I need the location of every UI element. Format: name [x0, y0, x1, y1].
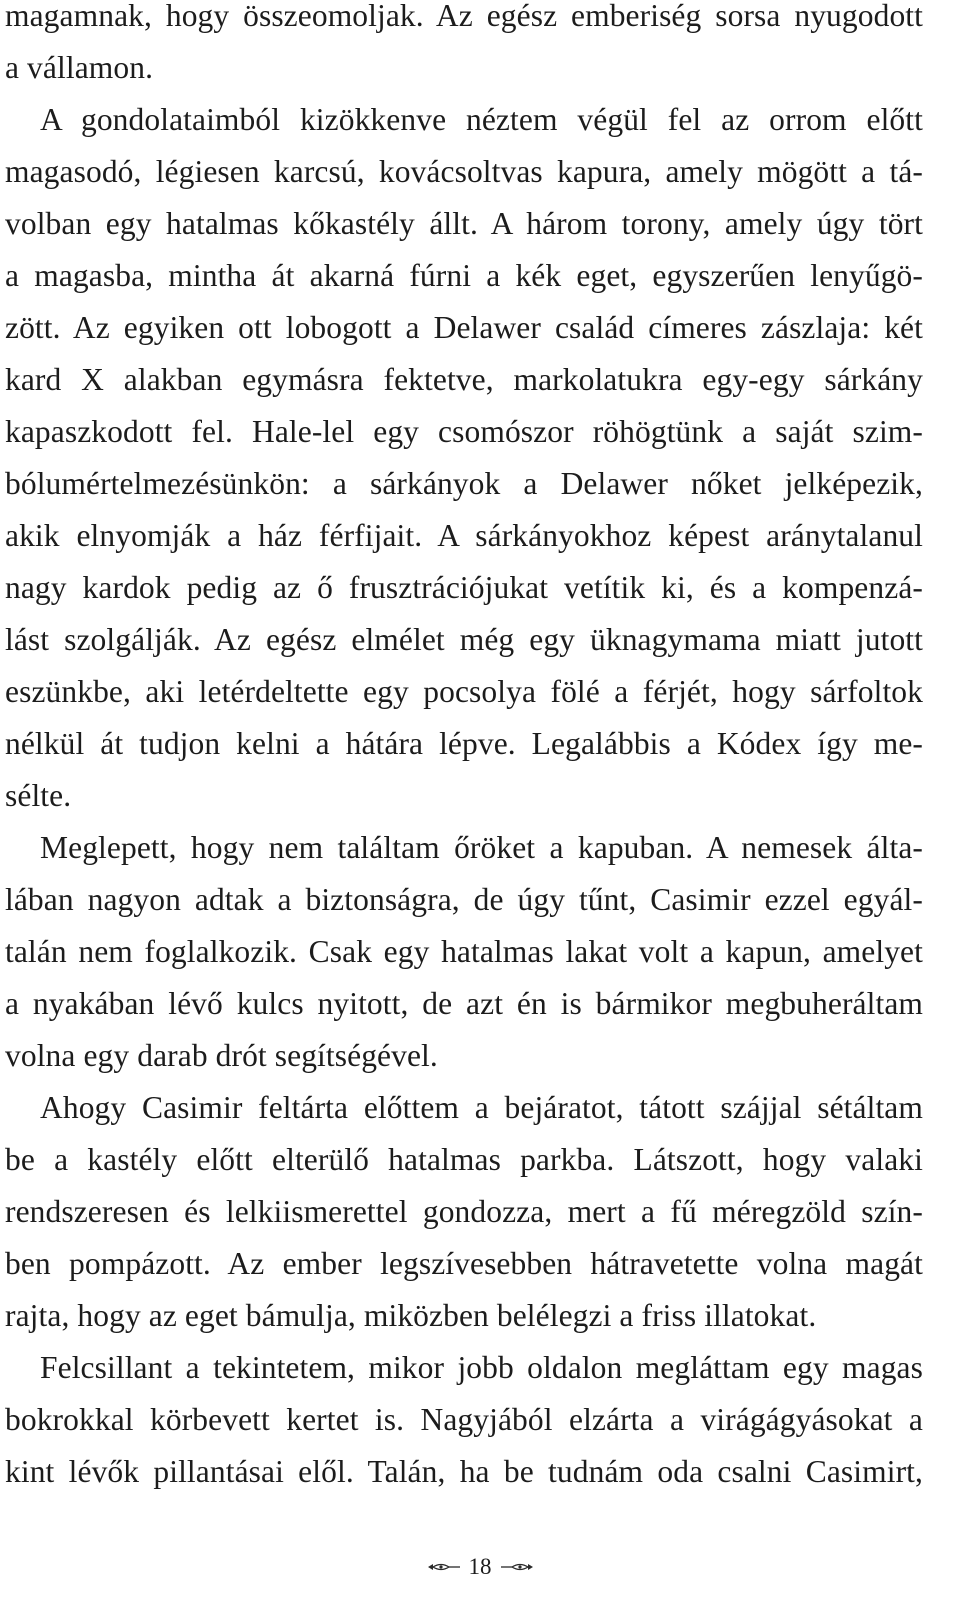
text-line: bólumértelmezésünkön: a sárkányok a Delawer nőket jelképezik, — [5, 466, 923, 501]
text-line: kapaszkodott fel. Hale-lel egy csomószor röhögtünk a saját szim- — [5, 414, 923, 449]
text-line: nélkül át tudjon kelni a hátára lépve. Legalábbis a Kódex így me- — [5, 726, 923, 761]
text-line: Meglepett, hogy nem találtam őröket a kapuban. A nemesek álta- — [40, 830, 923, 865]
text-line: volna egy darab drót segítségével. — [5, 1038, 438, 1073]
text-line: volban egy hatalmas kőkastély állt. A három torony, amely úgy tört — [5, 206, 923, 241]
page-footer — [0, 1547, 960, 1587]
text-line: rendszeresen és lelkiismerettel gondozza, mert a fű méregzöld szín- — [5, 1194, 923, 1229]
text-line: a vállamon. — [5, 50, 154, 85]
text-line: Ahogy Casimir feltárta előttem a bejáratot, tátott szájjal sétáltam — [40, 1090, 923, 1125]
text-line: lában nagyon adtak a biztonságra, de úgy tűnt, Casimir ezzel egyál- — [5, 882, 923, 917]
text-line: akik elnyomják a ház férfijait. A sárkányokhoz képest aránytalanul — [5, 518, 923, 553]
text-line: rajta, hogy az eget bámulja, miközben belélegzi a friss illatokat. — [5, 1298, 817, 1333]
text-line: magamnak, hogy összeomoljak. Az egész emberiség sorsa nyugodott — [5, 0, 923, 33]
text-line: kard X alakban egymásra fektetve, markolatukra egy-egy sárkány — [5, 362, 923, 397]
text-line: nagy kardok pedig az ő frusztrációjukat vetítik ki, és a kompenzá- — [5, 570, 923, 605]
text-line: A gondolataimból kizökkenve néztem végül fel az orrom előtt — [40, 102, 923, 137]
text-line: sélte. — [5, 778, 72, 813]
right-ornament-icon — [500, 1561, 534, 1573]
text-line: a magasba, mintha át akarná fúrni a kék eget, egyszerűen lenyűgö- — [5, 258, 923, 293]
text-line: Felcsillant a tekintetem, mikor jobb oldalon megláttam egy magas — [40, 1350, 923, 1385]
text-line: bokrokkal körbevett kertet is. Nagyjából elzárta a virágágyásokat a — [5, 1402, 923, 1437]
text-line: lást szolgálják. Az egész elmélet még egy üknagymama miatt jutott — [5, 622, 923, 657]
text-line: zött. Az egyiken ott lobogott a Delawer család címeres zászlaja: két — [5, 310, 923, 345]
text-line: eszünkbe, aki letérdeltette egy pocsolya fölé a férjét, hogy sárfoltok — [5, 674, 923, 709]
left-ornament-icon — [427, 1561, 461, 1573]
text-line: talán nem foglalkozik. Csak egy hatalmas lakat volt a kapun, amelyet — [5, 934, 923, 969]
text-line: kint lévők pillantásai elől. Talán, ha be tudnám oda csalni Casimirt, — [5, 1454, 923, 1489]
text-line: ben pompázott. Az ember legszívesebben hátravetette volna magát — [5, 1246, 923, 1281]
text-line: be a kastély előtt elterülő hatalmas parkba. Látszott, hogy valaki — [5, 1142, 923, 1177]
page-number: 18 — [468, 1554, 492, 1579]
text-line: a nyakában lévő kulcs nyitott, de azt én is bármikor megbuheráltam — [5, 986, 923, 1021]
text-line: magasodó, légiesen karcsú, kovácsoltvas kapura, amely mögött a tá- — [5, 154, 923, 189]
